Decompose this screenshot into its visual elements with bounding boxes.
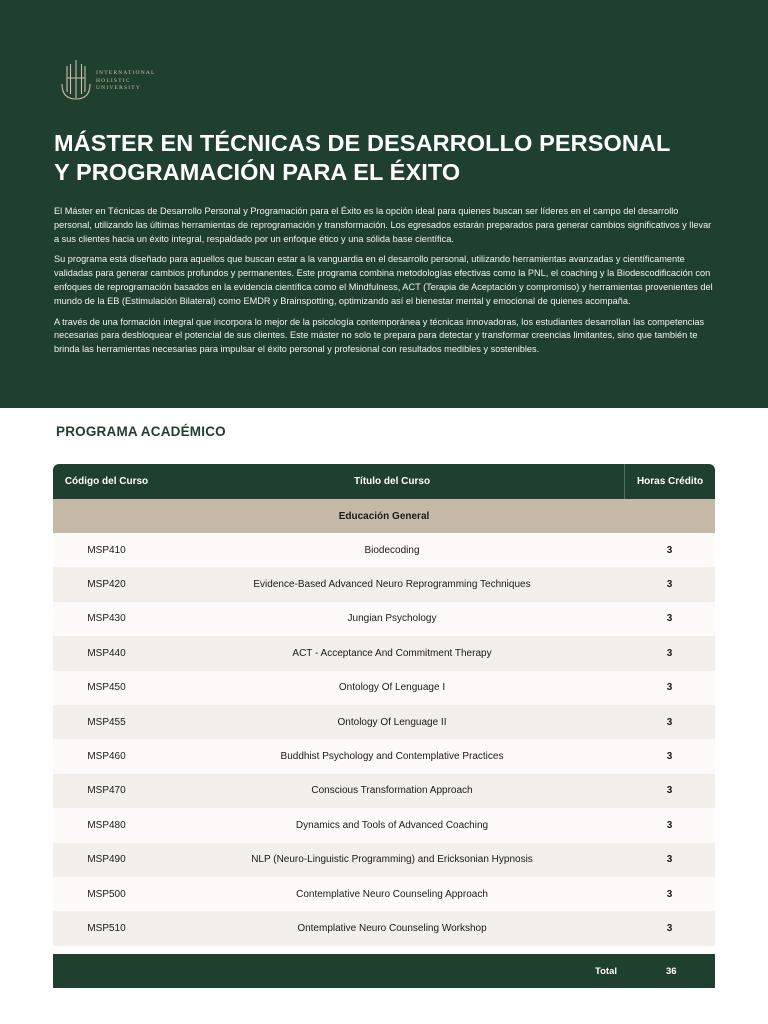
course-code: MSP480	[87, 819, 126, 831]
course-credits: 3	[666, 716, 673, 728]
curriculum-table	[53, 464, 715, 946]
hero-banner	[0, 0, 768, 408]
table-row	[53, 671, 715, 705]
page-title-line2: Y PROGRAMACIÓN PARA EL ÉXITO	[54, 159, 461, 185]
course-credits: 3	[666, 751, 673, 763]
course-credits: 3	[666, 819, 673, 831]
table-row	[53, 602, 715, 636]
group-row-general-education: Educación General	[53, 499, 715, 533]
course-title: NLP (Neuro-Linguistic Programming) and Ericksonian Hypnosis	[251, 854, 533, 866]
table-row	[53, 911, 715, 945]
course-code: MSP470	[87, 785, 126, 797]
table-row	[53, 739, 715, 773]
course-title: Conscious Transformation Approach	[311, 785, 473, 797]
table-row	[53, 774, 715, 808]
course-code: MSP455	[87, 716, 126, 728]
table-footer	[53, 954, 715, 988]
course-credits: 3	[666, 854, 673, 866]
table-row	[53, 636, 715, 670]
header-credit-hours: Horas Crédito	[624, 464, 715, 499]
course-title: ACT - Acceptance And Commitment Therapy	[292, 647, 492, 659]
header-course-title: Título del Curso	[353, 476, 431, 487]
total-label: Total	[595, 965, 617, 977]
page-title-line1: MÁSTER EN TÉCNICAS DE DESARROLLO PERSONAL	[54, 130, 671, 156]
description-paragraph-3: A través de una formación integral que incorpora lo mejor de la psicología contemporánea y técnicas innovadoras, los estudiantes desarrollan las competencias necesarias para desbloquear el potencial de sus clientes. Este máster no solo te prepara para detectar y transformar creencias limitantes, sino que también te brinda las herramientas necesarias para impulsar el éxito personal y profesional con resultados medibles y sostenibles.	[54, 316, 705, 355]
course-credits: 3	[666, 647, 673, 659]
table-row	[53, 533, 715, 567]
course-code: MSP460	[87, 751, 126, 763]
program-description	[54, 205, 714, 364]
course-code: MSP510	[87, 922, 126, 934]
table-header	[53, 464, 715, 499]
course-credits: 3	[666, 682, 673, 694]
table-body	[53, 533, 715, 946]
section-title: PROGRAMA ACADÉMICO	[56, 424, 226, 439]
header-course-code: Código del Curso	[64, 476, 149, 487]
course-credits: 3	[666, 888, 673, 900]
course-title: Dynamics and Tools of Advanced Coaching	[295, 819, 489, 831]
university-name-line2: HOLISTIC	[96, 77, 131, 84]
course-code: MSP430	[87, 613, 126, 625]
course-title: Contemplative Neuro Counseling Approach	[296, 888, 488, 900]
course-code: MSP410	[87, 544, 126, 556]
course-credits: 3	[666, 613, 673, 625]
course-credits: 3	[666, 579, 673, 591]
table-row	[53, 808, 715, 842]
university-name	[96, 70, 156, 93]
course-credits: 3	[666, 785, 673, 797]
description-paragraph-1: El Máster en Técnicas de Desarrollo Personal y Programación para el Éxito es la opción ideal para quienes buscan ser líderes en el campo del desarrollo personal, utilizando las últimas herramientas de reprogramación y transformación. Los egresados estarán preparados para generar cambios significativos y llevar a sus clientes hacia un éxito integral, respaldado por un enfoque ético y una sólida base científica.	[54, 206, 712, 244]
table-row	[53, 843, 715, 877]
page-title	[54, 129, 734, 187]
description-paragraph-2: Su programa está diseñado para aquellos que buscan estar a la vanguardia en el desarrollo personal, utilizando herramientas avanzadas y científicamente validadas para generar cambios profundos y permanentes. Este programa combina metodologías efectivas como la PNL, el coaching y la Biodescodificación con enfoques de reprogramación basados en la evidencia científica como el Mindfulness, ACT (Terapia de Aceptación y compromiso) y herramientas provenientes del mundo de la EB (Estimulación Bilateral) como EMDR y Brainspotting, optimizando así el bienestar mental y emocional de quienes acompaña.	[54, 254, 713, 306]
course-code: MSP490	[87, 854, 126, 866]
university-crest-icon	[58, 58, 94, 102]
table-row	[53, 567, 715, 601]
university-name-line3: UNIVERSITY	[96, 85, 141, 91]
course-code: MSP500	[87, 888, 126, 900]
course-credits: 3	[666, 922, 673, 934]
course-code: MSP440	[87, 647, 126, 659]
course-code: MSP450	[87, 682, 126, 694]
course-credits: 3	[666, 544, 673, 556]
course-title: Evidence-Based Advanced Neuro Reprogramming Techniques	[253, 579, 531, 591]
course-title: Buddhist Psychology and Contemplative Practices	[280, 751, 504, 763]
course-title: Jungian Psychology	[347, 613, 437, 625]
course-title: Ontology Of Lenguage II	[337, 716, 447, 728]
course-title: Biodecoding	[364, 544, 420, 556]
table-row	[53, 705, 715, 739]
university-logo	[58, 58, 168, 102]
course-title: Ontology Of Lenguage I	[338, 682, 446, 694]
table-row	[53, 877, 715, 911]
course-code: MSP420	[87, 579, 126, 591]
course-title: Ontemplative Neuro Counseling Workshop	[297, 922, 487, 934]
total-credits: 36	[666, 965, 677, 977]
university-name-line1: INTERNATIONAL	[96, 70, 156, 76]
